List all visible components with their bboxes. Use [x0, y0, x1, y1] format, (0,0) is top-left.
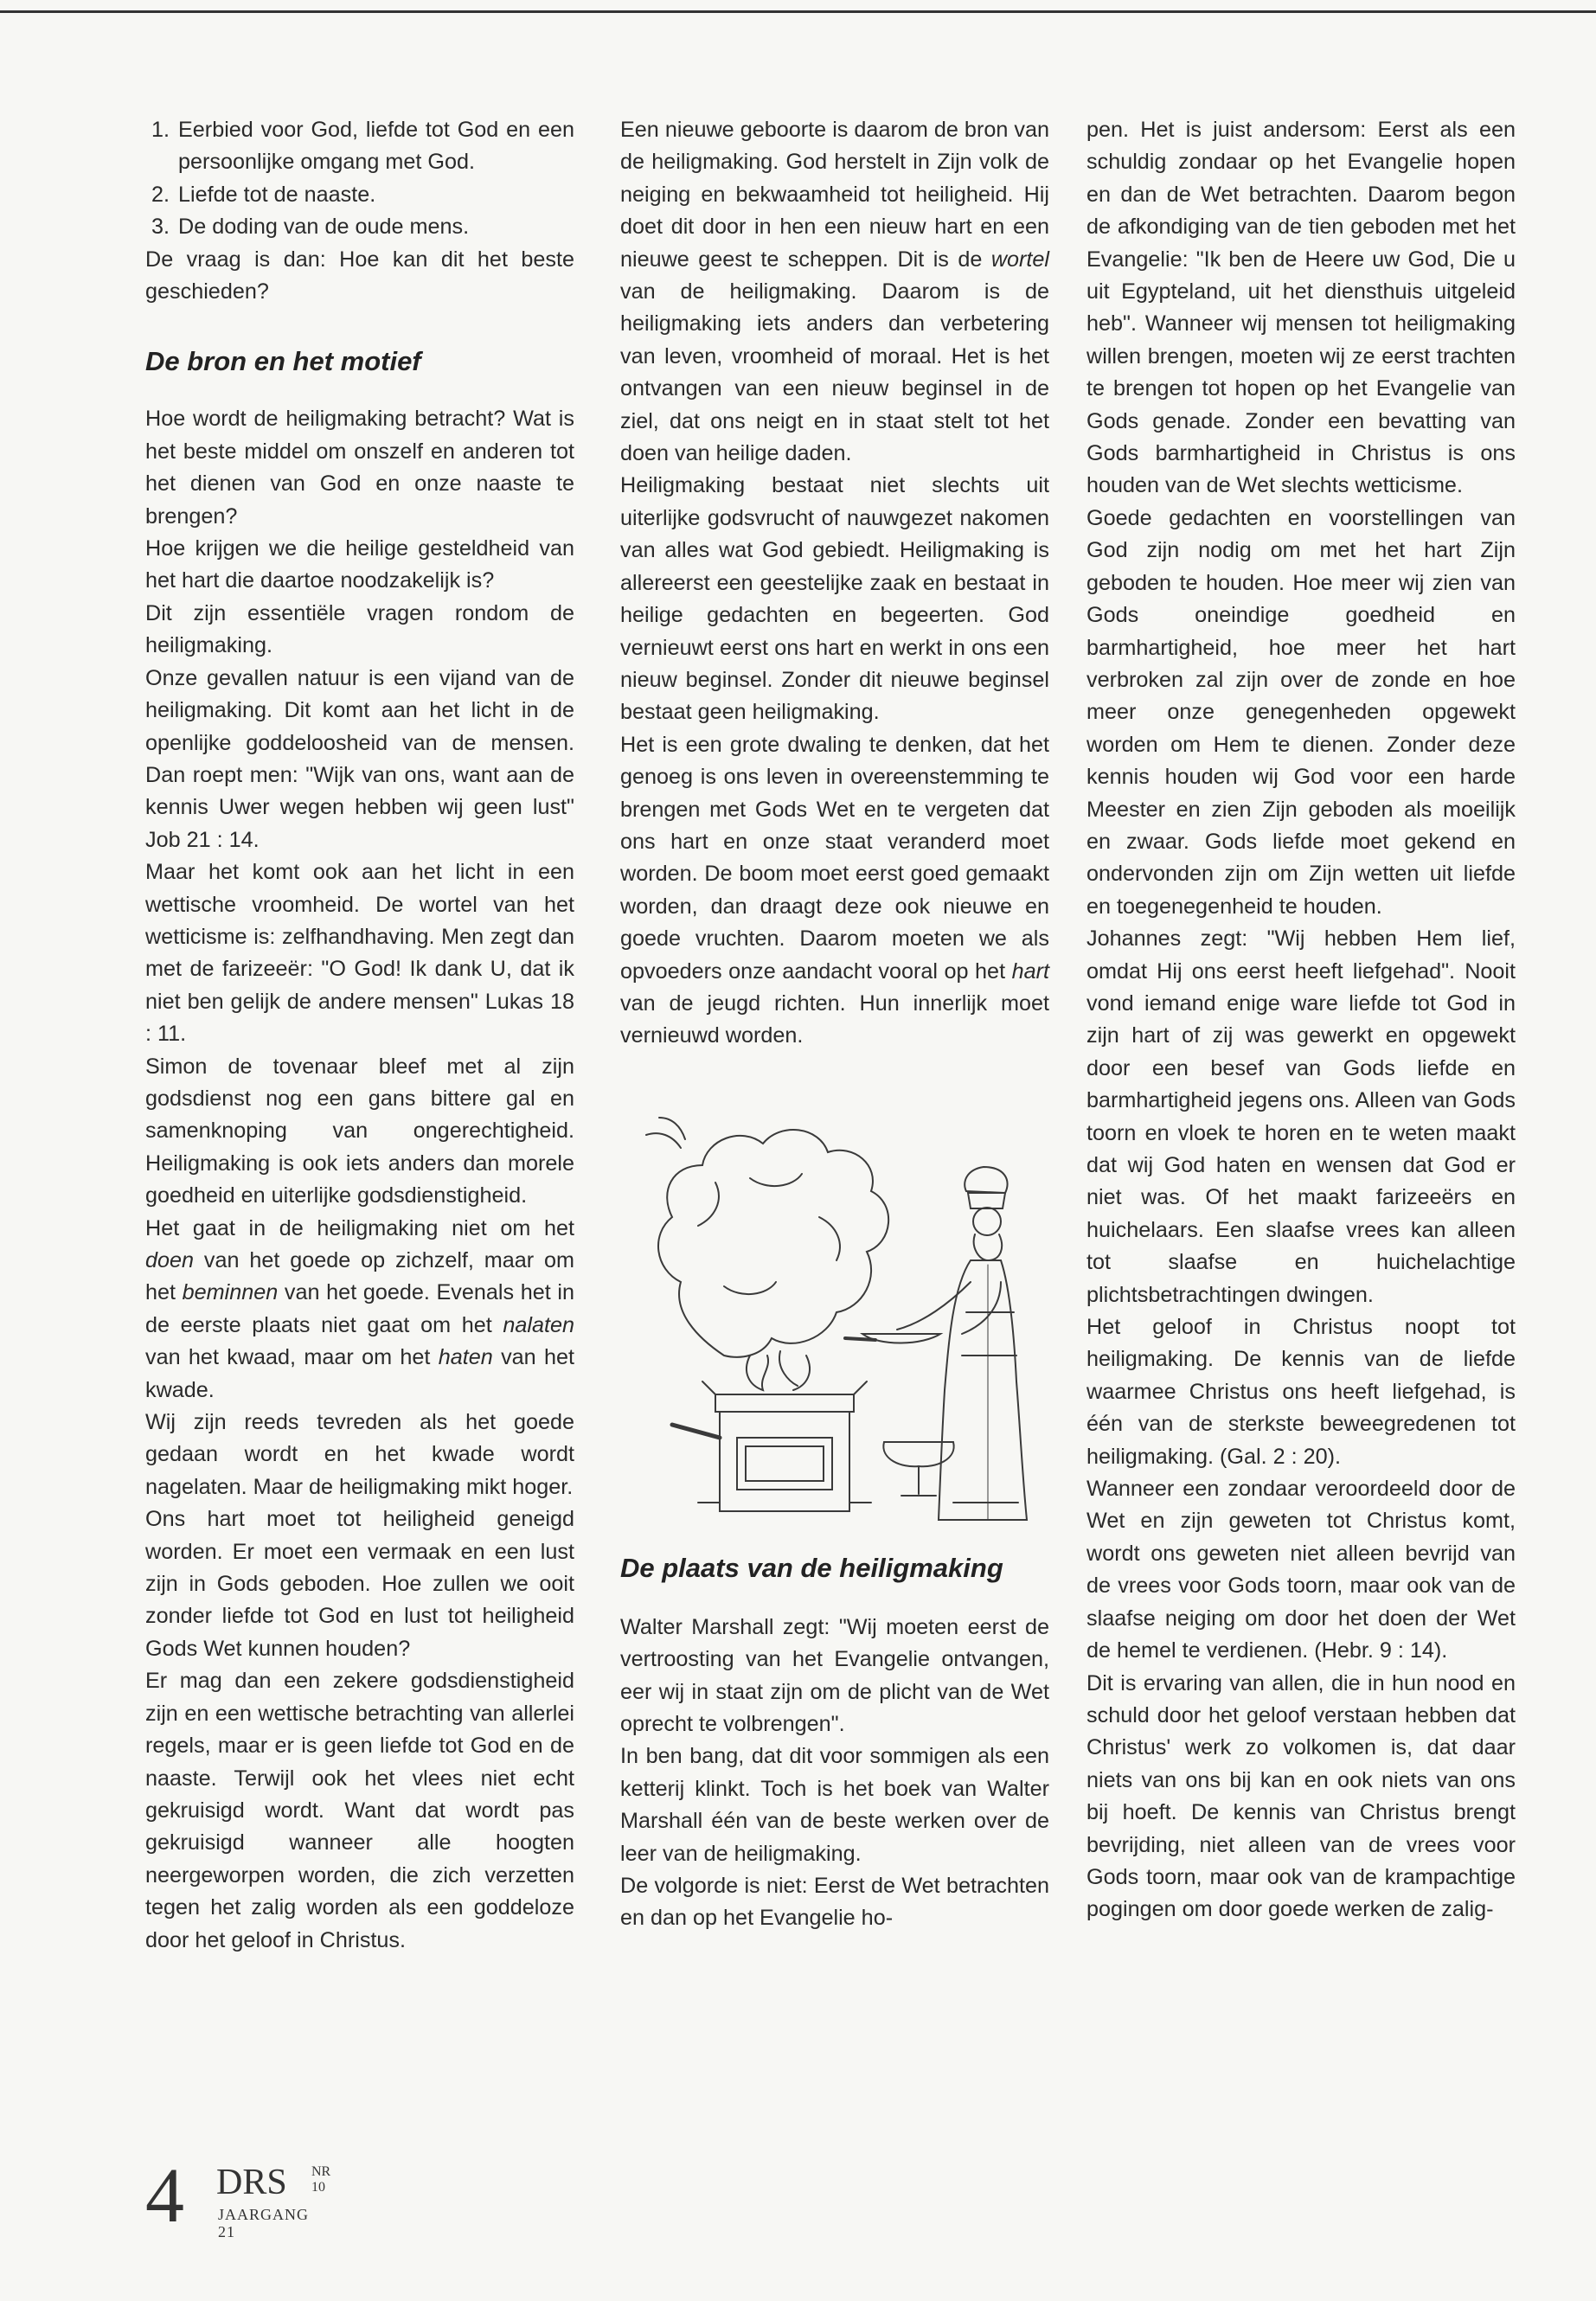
- paragraph: Maar het komt ook aan het licht in een wettische vroomheid. De wortel van het wetticisme is: zelfhandhaving. Men zegt dan met de farizeeër: "O God! Ik dank U, dat ik niet ben gelijk de andere mensen" Lukas 18 : 11.: [145, 860, 574, 1047]
- paragraph: In ben bang, dat dit voor sommigen als een ketterij klinkt. Toch is het boek van Walter Marshall één van de beste werken over de leer van de heiligmaking.: [620, 1744, 1049, 1866]
- volume-label: JAARGANG 21: [218, 2206, 310, 2240]
- page-number: 4: [145, 2153, 184, 2239]
- list-item: 1. Eerbied voor God, liefde tot God en een persoonlijke omgang met God.: [151, 118, 574, 175]
- column-2: [620, 114, 1049, 1935]
- paragraph: Hoe krijgen we die heilige gesteldheid van het hart die daartoe noodzakelijk is?: [145, 536, 574, 593]
- magazine-title: DRS: [216, 2163, 287, 2202]
- section-heading-plaats: De plaats van de heiligmaking: [620, 1552, 1003, 1583]
- paragraph: Johannes zegt: "Wij hebben Hem lief, omdat Hij ons eerst heeft liefgehad". Nooit vond iemand enige ware liefde tot God in zijn hart of zij was gewerkt en opgewekt door een besef van Gods liefde en barmhartigheid jegens ons. Alleen van Gods toorn en vloek te horen en te weten maakt dat wij God haten en wensen dat God er niet was. Of het maakt farizeeërs en huichelaars. Een slaafse vrees kan alleen tot slaafse en huichelachtige plichtsbetrachtingen dwingen.: [1086, 926, 1516, 1307]
- paragraph: Heiligmaking bestaat niet slechts uit uiterlijke godsvrucht of nauwgezet nakomen van alles wat God gebiedt. Heiligmaking is allereerst een geestelijke zaak en bestaat in heilige gedachten en begeerten. God vernieuwt eerst ons hart en werkt in ons een nieuw beginsel. Zonder dit nieuwe beginsel bestaat geen heiligmaking.: [620, 473, 1049, 725]
- paragraph: Dit is ervaring van allen, die in hun nood en schuld door het geloof verstaan hebben dat Christus' werk zo volkomen is, dat daar niets van ons bij kan en ook niets van ons bij hoeft. De kennis van Christus brengt bevrijding, niet alleen van de vrees voor Gods toorn, maar ook van de krampachtige pogingen om door goede werken de zalig-: [1086, 1670, 1516, 1922]
- top-border: [0, 10, 1596, 13]
- paragraph: Er mag dan een zekere godsdienstigheid zijn en een wettische betrachting van allerlei regels, maar er is geen liefde tot God en de naaste. Terwijl ook het vlees niet echt gekruisigd wordt. Want dat wordt pas gekruisigd wanneer alle hoogten neergeworpen worden, die zich verzetten tegen het zalig worden als een goddeloze door het geloof in Christus.: [145, 1669, 574, 1952]
- numbered-list: [145, 114, 574, 244]
- paragraph: De vraag is dan: Hoe kan dit het beste geschieden?: [145, 247, 574, 304]
- priest-altar-illustration: [620, 1096, 1049, 1529]
- paragraph: Ons hart moet tot heiligheid geneigd worden. Er moet een vermaak en een lust zijn in Gods geboden. Hoe zullen we ooit zonder liefde tot God en lust tot heiligheid Gods Wet kunnen houden?: [145, 1507, 574, 1661]
- paragraph: Het geloof in Christus noopt tot heiligmaking. De kennis van de liefde waarmee Christus ons heeft liefgehad, is één van de sterkste beweegredenen tot heiligmaking. (Gal. 2 : 20).: [1086, 1315, 1516, 1469]
- paragraph: Het gaat in de heiligmaking niet om het doen van het goede op zichzelf, maar om het beminnen van het goede. Evenals het in de eerste plaats niet gaat om het nalaten van het kwaad, maar om het haten van het kwade.: [145, 1215, 575, 1402]
- paragraph: Een nieuwe geboorte is daarom de bron van de heiligmaking. God herstelt in Zijn volk de neiging en bekwaamheid tot heiligheid. Hij doet dit door in hen een nieuw hart en een nieuwe geest te scheppen. Dit is de wortel van de heiligmaking. Daarom is de heiligmaking iets anders dan verbetering van leven, vroomheid of moraal. Het is het ontvangen van een nieuw beginsel in de ziel, dat ons neigt en in staat stelt tot het doen van heilige daden.: [620, 118, 1049, 466]
- list-item: 2. Liefde tot de naaste.: [151, 182, 376, 207]
- paragraph: De volgorde is niet: Eerst de Wet betrachten en dan op het Evangelie ho-: [620, 1874, 1049, 1931]
- column-3: [1086, 114, 1516, 1926]
- paragraph: Simon de tovenaar bleef met al zijn godsdienst nog een gans bittere gal en samenknoping van ongerechtigheid. Heiligmaking is ook iets anders dan morele goedheid en uiterlijke godsdienstigheid.: [145, 1054, 574, 1208]
- list-item: 3. De doding van de oude mens.: [151, 215, 470, 240]
- paragraph: Het is een grote dwaling te denken, dat het genoeg is ons leven in overeenstemming te brengen met Gods Wet en te vergeten dat ons hart en onze staat veranderd moet worden. De boom moet eerst goed gemaakt worden, dan draagt deze ook nieuwe en goede vruchten. Daarom moeten we als opvoeders onze aandacht vooral op het hart van de jeugd richten. Hun innerlijk moet vernieuwd worden.: [620, 732, 1049, 1048]
- paragraph: Hoe wordt de heiligmaking betracht? Wat is het beste middel om onszelf en anderen tot het dienen van God en onze naaste te brengen?: [145, 407, 574, 529]
- issue-number: NR 10: [311, 2164, 331, 2195]
- section-heading-bron: De bron en het motief: [145, 346, 421, 377]
- paragraph: Walter Marshall zegt: "Wij moeten eerst de vertroosting van het Evangelie ontvangen, eer wij in staat zijn om de plicht van de Wet oprecht te volbrengen".: [620, 1614, 1049, 1736]
- paragraph: Wanneer een zondaar veroordeeld door de Wet en zijn geweten tot Christus komt, wordt ons geweten niet alleen bevrijd van de vrees voor Gods toorn, maar ook van de slaafse neiging om door het doen der Wet de hemel te verdienen. (Hebr. 9 : 14).: [1086, 1477, 1516, 1663]
- paragraph: Goede gedachten en voorstellingen van God zijn nodig om met het hart Zijn geboden te houden. Hoe meer wij zien van Gods oneindige goedheid en barmhartigheid, hoe meer het hart verbroken zal zijn over de zonde en hoe meer onze genegenheden opgewekt worden om Hem te dienen. Zonder deze kennis houden wij God voor een harde Meester en zien Zijn geboden als moeilijk en zwaar. Gods liefde moet gekend en ondervonden zijn om Zijn wetten uit liefde en toegenegenheid te houden.: [1086, 505, 1516, 919]
- paragraph: Wij zijn reeds tevreden als het goede gedaan wordt en het kwade wordt nagelaten. Maar de heiligmaking mikt hoger.: [145, 1410, 574, 1499]
- column-1: [145, 114, 574, 1957]
- paragraph: pen. Het is juist andersom: Eerst als een schuldig zondaar op het Evangelie hopen en dan de Wet betrachten. Daarom begon de afkondiging van de tien geboden met het Evangelie: "Ik ben de Heere uw God, Die u uit Egypteland, uit het diensthuis uitgeleid heb". Wanneer wij mensen tot heiligmaking willen brengen, moeten wij ze eerst trachten te brengen tot hopen op het Evangelie van Gods genade. Zonder een bevatting van Gods barmhartigheid in Christus is ons houden van de Wet slechts wetticisme.: [1086, 118, 1516, 498]
- paragraph: Onze gevallen natuur is een vijand van de heiligmaking. Dit komt aan het licht in de openlijke goddeloosheid van de mensen. Dan roept men: "Wijk van ons, want aan de kennis Uwer wegen hebben wij geen lust" Job 21 : 14.: [145, 665, 574, 852]
- paragraph: Dit zijn essentiële vragen rondom de heiligmaking.: [145, 600, 574, 658]
